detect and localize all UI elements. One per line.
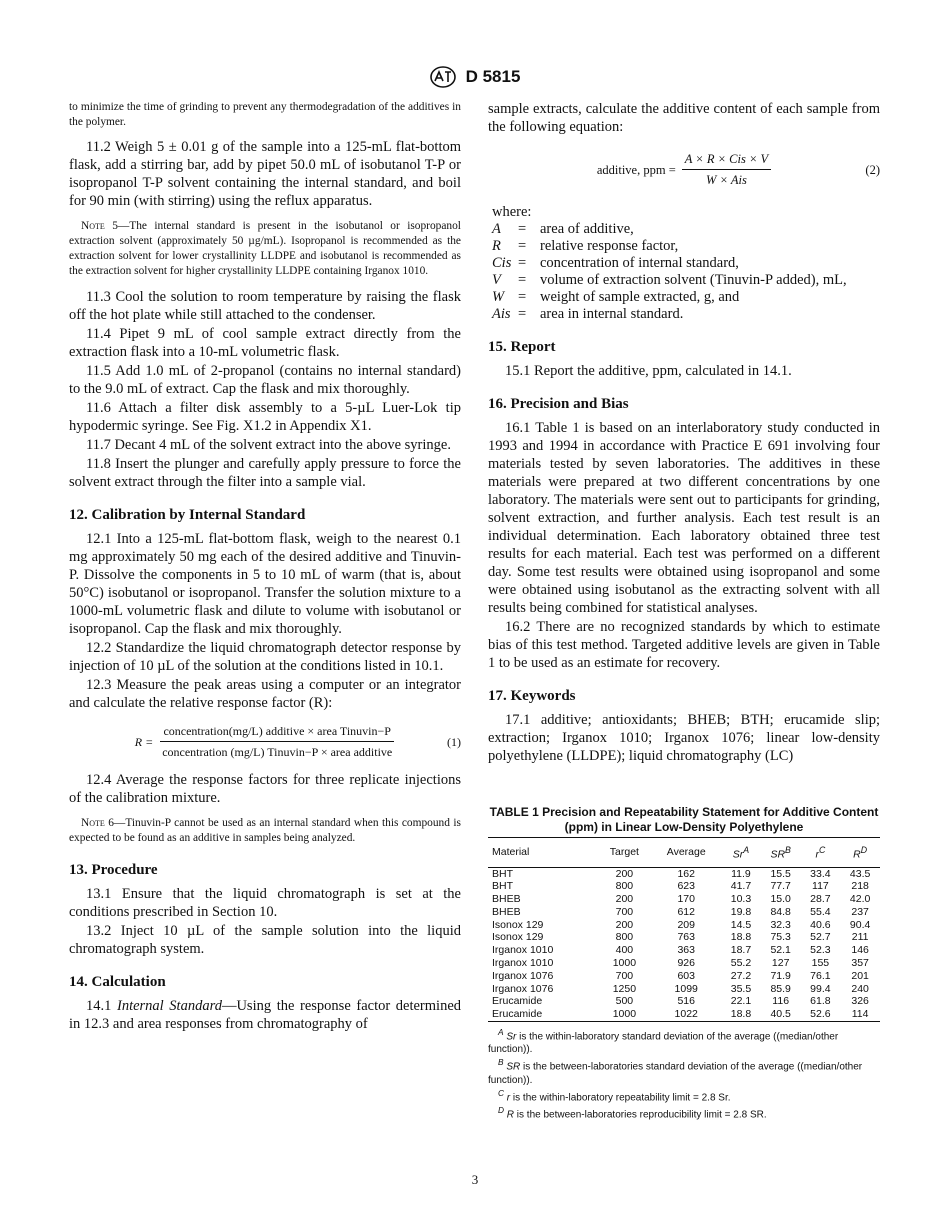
paragraph-11-2: 11.2 Weigh 5 ± 0.01 g of the sample into a 125-mL flat-bottom flask, add a stirring bar, add by pipet 50.0 mL of isobutanol T-P or isopropanol T-P solvent containing the internal standard, and boil for 90 min (with stirring) using the reflux apparatus. — [69, 139, 461, 209]
table-header-cell — [840, 838, 880, 868]
table-cell: 763 — [677, 931, 695, 944]
table-cell: 237 — [851, 905, 869, 918]
table-cell: Erucamide — [492, 1008, 543, 1021]
table-cell: Irganox 1076 — [492, 969, 554, 982]
definition-row — [492, 306, 880, 323]
paragraph-12-2: 12.2 Standardize the liquid chromatograph detector response by injection of 10 µL of the solution at the conditions listed in 10.1. — [69, 640, 461, 674]
astm-logo-icon — [430, 66, 456, 88]
header-label: r — [815, 848, 819, 861]
equation-1-lhs: R = — [134, 734, 154, 749]
table-cell: 1250 — [612, 982, 637, 995]
table-cell: 117 — [812, 880, 829, 893]
table-cell: 1022 — [674, 1008, 698, 1021]
definition-text: volume of extraction solvent (Tinuvin-P added), mL, — [540, 272, 847, 288]
paragraph-11-3: 11.3 Cool the solution to room temperature by raising the flask off the hot plate while still attached to the condenser. — [69, 289, 461, 323]
header-label: Material — [492, 846, 530, 859]
header-label: Target — [609, 846, 639, 859]
table-cell: 170 — [677, 893, 695, 906]
table-cell: 52.3 — [810, 944, 831, 957]
left-column — [69, 100, 461, 1034]
paragraph-16-1: 16.1 Table 1 is based on an interlaboratory study conducted in 1993 and 1994 in accordance with Practice E 691 involving four materials tested by seven laboratories. The additives in these materials were prepared at two different concentrations by one laboratory. The materials were sent out to participants for grinding, solvent extraction, and further analysis. Each test result is an individual determination. Each laboratory obtained three test results for each material. Each test was performed on a different day. Some test results were obtained using isopropanol and some were obtained using isobutanol as the extracting solvent with all results being combined for statistical analyses. — [488, 420, 880, 616]
section-16-heading: 16. Precision and Bias — [488, 396, 629, 412]
definition-row — [492, 289, 880, 306]
table-footnote — [488, 1056, 880, 1086]
footnote-symbol: SR — [506, 1061, 521, 1073]
section-12-heading: 12. Calibration by Internal Standard — [69, 507, 306, 523]
table-footnote — [488, 1104, 880, 1121]
table-cell: 99.4 — [810, 982, 831, 995]
table-row — [488, 983, 880, 996]
table-cell: 75.3 — [770, 931, 791, 944]
table-cell: 40.6 — [810, 918, 831, 931]
section-17-heading: 17. Keywords — [488, 688, 576, 704]
table-cell: 603 — [677, 969, 695, 982]
paragraph-continuation-right: sample extracts, calculate the additive content of each sample from the following equation: — [488, 101, 880, 135]
note-6 — [69, 816, 461, 846]
table-footnote — [488, 1087, 880, 1104]
note-6-text: 6—Tinuvin-P cannot be used as an internal standard when this compound is expected to be found as an additive in samples being analyzed. — [69, 817, 461, 844]
table-header-cell — [801, 838, 841, 868]
table-cell: 926 — [677, 957, 695, 970]
table-cell: 76.1 — [810, 969, 831, 982]
header-label: R — [853, 848, 861, 861]
table-cell: 114 — [851, 1008, 869, 1021]
where-label: where: — [492, 204, 532, 220]
table-cell: Isonox 129 — [492, 931, 544, 944]
table-header-row — [488, 838, 880, 868]
table-cell: 61.8 — [810, 995, 831, 1008]
header-label: Average — [666, 846, 706, 859]
table-cell: 1099 — [674, 982, 698, 995]
table-cell: 357 — [851, 957, 869, 970]
equation-1-number: (1) — [447, 734, 461, 749]
table-footnote — [488, 1026, 880, 1056]
table-cell: 800 — [615, 931, 634, 944]
table-cell: BHEB — [492, 893, 521, 906]
footnote-symbol: r — [506, 1092, 511, 1104]
document-id: D 5815 — [465, 67, 521, 86]
paragraph-15-1: 15.1 Report the additive, ppm, calculated in 14.1. — [505, 363, 792, 379]
header-label: SR — [770, 848, 786, 861]
table-cell: 326 — [851, 995, 869, 1008]
definition-row — [492, 238, 880, 255]
table-cell: 33.4 — [810, 867, 831, 880]
equation-2-fraction — [682, 150, 771, 189]
table-cell: Irganox 1010 — [492, 944, 554, 957]
equation-1-denominator: concentration (mg/L) Tinuvin−P × area additive — [162, 745, 393, 759]
table-cell: 18.7 — [730, 944, 752, 957]
table-cell: Irganox 1076 — [492, 982, 554, 995]
table-body — [488, 867, 880, 1022]
footnote-text: is the between-laboratories reproducibility limit = 2.8 SR. — [514, 1109, 767, 1121]
note-6-label: Note — [81, 817, 105, 829]
table-row — [488, 867, 880, 880]
equation-2-lhs: additive, ppm = — [596, 162, 676, 177]
table-header-cell — [761, 838, 801, 868]
table-cell: 623 — [677, 880, 695, 893]
footnote-symbol: R — [506, 1109, 515, 1121]
paragraph-continuation: to minimize the time of grinding to prevent any thermodegradation of the additives in the polymer. — [69, 101, 461, 128]
paragraph-12-1: 12.1 Into a 125-mL flat-bottom flask, weigh to the nearest 0.1 mg approximately 50 mg each of the desired additive and Tinuvin-P. Dissolve the components in 5 to 10 mL of warm (that is, about 50°C) isobutanol or isopropanol. Transfer the solution mixture to a 1000-mL volumetric flask and dilute to volume with isobutanol or isopropanol. Cap the flask and mix thoroughly. — [69, 531, 461, 637]
table-cell: 32.3 — [770, 918, 791, 931]
definition-symbol: A — [492, 221, 501, 237]
paragraph-11-5: 11.5 Add 1.0 mL of 2-propanol (contains no internal standard) to the 9.0 mL of extract. Cap the flask and mix thoroughly. — [69, 363, 461, 397]
page-header — [0, 66, 950, 88]
footnote-text: is the between-laboratories standard deviation of the average ((median/other function)). — [488, 1061, 863, 1086]
table-cell: 77.7 — [770, 880, 791, 893]
footnote-text: is the within-laboratory standard deviation of the average ((median/other function)). — [488, 1031, 839, 1056]
paragraph-13-1: 13.1 Ensure that the liquid chromatograph is set at the conditions prescribed in Section 10. — [69, 886, 461, 920]
table-cell: 200 — [615, 867, 634, 880]
table-cell: 43.5 — [849, 867, 871, 880]
table-cell: Erucamide — [492, 995, 543, 1008]
table-header-cell — [488, 838, 597, 868]
table-cell: 116 — [772, 995, 790, 1008]
table-cell: 14.5 — [730, 918, 752, 931]
table-cell: 42.0 — [849, 893, 871, 906]
table-cell: 27.2 — [730, 969, 752, 982]
paragraph-11-6: 11.6 Attach a filter disk assembly to a 5-µL Luer-Lok tip hypodermic syringe. See Fig. X1.2 in Appendix X1. — [69, 400, 461, 434]
table-cell: BHT — [492, 867, 513, 880]
page-number: 3 — [471, 1172, 479, 1187]
definition-equals: = — [518, 289, 527, 305]
table-cell: 85.9 — [770, 982, 791, 995]
table-cell: 41.7 — [730, 880, 752, 893]
footnote-text: is the within-laboratory repeatability limit = 2.8 Sr. — [510, 1092, 731, 1104]
table-cell: 19.8 — [730, 905, 752, 918]
variable-definitions — [492, 203, 880, 323]
equation-1-fraction — [159, 722, 395, 761]
footnote-mark: D — [498, 1105, 505, 1116]
table-footnotes — [488, 1026, 880, 1121]
table-cell: 35.5 — [730, 982, 752, 995]
header-footnote-mark: C — [818, 845, 826, 855]
paragraph-12-4: 12.4 Average the response factors for three replicate injections of the calibration mixture. — [69, 772, 461, 806]
definition-text: weight of sample extracted, g, and — [540, 289, 740, 305]
equation-2 — [488, 150, 880, 189]
table-cell: 52.1 — [770, 944, 791, 957]
header-footnote-mark: B — [785, 845, 791, 855]
table-cell: BHEB — [492, 905, 521, 918]
definition-list — [492, 221, 880, 323]
header-footnote-mark: D — [860, 845, 868, 855]
definition-equals: = — [518, 272, 527, 288]
table-cell: 52.6 — [810, 1008, 831, 1021]
table-cell: 127 — [771, 957, 790, 970]
paragraph-13-2: 13.2 Inject 10 µL of the sample solution into the liquid chromatograph system. — [69, 923, 461, 957]
table-cell: 800 — [615, 880, 634, 893]
table-cell: 11.9 — [731, 867, 751, 880]
table-cell: 15.0 — [770, 893, 791, 906]
definition-symbol: W — [492, 289, 505, 305]
right-column — [488, 100, 880, 1121]
definition-row — [492, 255, 880, 272]
table-row — [488, 1008, 880, 1021]
table-row — [488, 880, 880, 893]
section-15-heading: 15. Report — [488, 339, 556, 355]
table-row — [488, 931, 880, 944]
definition-equals: = — [518, 221, 527, 237]
definition-symbol: Cis — [492, 255, 512, 271]
table-cell: 162 — [677, 867, 695, 880]
table-cell: 400 — [615, 944, 634, 957]
table-1-title: TABLE 1 Precision and Repeatability Statement for Additive Content (ppm) in Linear Low-Density Polyethylene — [489, 805, 879, 834]
table-1 — [488, 837, 880, 1022]
definition-text: area of additive, — [540, 221, 634, 237]
table-cell: 55.2 — [730, 957, 752, 970]
section-13-heading: 13. Procedure — [69, 862, 158, 878]
table-cell: 209 — [677, 918, 695, 931]
table-cell: 1000 — [612, 1008, 637, 1021]
table-cell: Irganox 1010 — [492, 957, 554, 970]
paragraph-11-7: 11.7 Decant 4 mL of the solvent extract into the above syringe. — [86, 437, 451, 453]
table-cell: 15.5 — [770, 867, 791, 880]
table-cell: 71.9 — [770, 969, 791, 982]
equation-2-number: (2) — [865, 162, 880, 177]
table-cell: 500 — [615, 995, 634, 1008]
definition-equals: = — [518, 306, 527, 322]
definition-text: relative response factor, — [540, 238, 679, 254]
paragraph-17-1: 17.1 additive; antioxidants; BHEB; BTH; erucamide slip; extraction; Irganox 1010; Irganox 1076; linear low-density polyethylene (LLDPE); liquid chromatography (LC) — [488, 712, 880, 764]
table-row — [488, 893, 880, 906]
table-cell: BHT — [492, 880, 513, 893]
table-cell: 40.5 — [770, 1008, 791, 1021]
paragraph-14-1 — [69, 997, 461, 1033]
note-5-label: Note — [81, 220, 105, 232]
header-footnote-mark: A — [743, 845, 750, 855]
equation-2-denominator: W × Ais — [706, 173, 747, 187]
definition-symbol: Ais — [492, 306, 511, 322]
table-cell: 218 — [851, 880, 869, 893]
paragraph-14-1-title: Internal Standard — [116, 998, 222, 1014]
footnote-mark: C — [498, 1087, 505, 1098]
table-cell: 18.8 — [730, 1008, 752, 1021]
equation-1 — [69, 722, 461, 761]
table-cell: 200 — [615, 918, 634, 931]
table-row — [488, 919, 880, 932]
table-cell: 52.7 — [810, 931, 831, 944]
table-cell: 211 — [851, 931, 869, 944]
table-row — [488, 957, 880, 970]
table-cell: 700 — [615, 905, 634, 918]
definition-text: concentration of internal standard, — [540, 255, 739, 271]
table-cell: 155 — [811, 957, 830, 970]
equation-2-numerator: A × R × Cis × V — [682, 150, 771, 170]
definition-row — [492, 221, 880, 238]
table-header-cell — [597, 838, 651, 868]
note-5-text: 5—The internal standard is present in the isobutanol or isopropanol extraction solvent (approximately 50 µg/mL). Isopropanol is recommended as the extraction solvent for lower crystallinity LLDPE and isobutanol is recommended as the extraction solvent for higher crystallinity LLDPE containing Irganox 1010. — [69, 220, 461, 277]
table-cell: 240 — [851, 982, 869, 995]
table-cell: Isonox 129 — [492, 918, 544, 931]
paragraph-11-8: 11.8 Insert the plunger and carefully apply pressure to force the solvent extract through the filter into a sample vial. — [69, 456, 461, 490]
definition-symbol: R — [492, 238, 501, 254]
section-14-heading: 14. Calculation — [69, 974, 166, 990]
table-cell: 516 — [677, 995, 695, 1008]
table-row — [488, 995, 880, 1008]
table-header-cell — [651, 838, 721, 868]
table-cell: 90.4 — [849, 918, 871, 931]
paragraph-16-2: 16.2 There are no recognized standards by which to estimate bias of this test method. Targeted additive levels are given in Table 1 to be used as an estimate for recovery. — [488, 619, 880, 671]
definition-row — [492, 272, 880, 289]
table-row — [488, 906, 880, 919]
table-cell: 1000 — [612, 957, 637, 970]
table-cell: 28.7 — [810, 893, 831, 906]
table-cell: 55.4 — [810, 905, 831, 918]
definition-text: area in internal standard. — [540, 306, 684, 322]
definition-equals: = — [518, 255, 527, 271]
table-header-cell — [721, 838, 761, 868]
table-cell: 700 — [615, 969, 634, 982]
definition-equals: = — [518, 238, 527, 254]
table-cell: 22.1 — [730, 995, 752, 1008]
table-cell: 84.8 — [770, 905, 791, 918]
table-cell: 201 — [851, 969, 869, 982]
table-cell: 146 — [851, 944, 869, 957]
paragraph-11-4: 11.4 Pipet 9 mL of cool sample extract directly from the extraction flask into a 10-mL volumetric flask. — [69, 326, 461, 360]
table-cell: 18.8 — [730, 931, 752, 944]
table-cell: 363 — [677, 944, 695, 957]
table-row — [488, 944, 880, 957]
note-5 — [69, 219, 461, 279]
definition-symbol: V — [492, 272, 501, 288]
table-cell: 612 — [677, 905, 695, 918]
equation-1-numerator: concentration(mg/L) additive × area Tinuvin−P — [160, 722, 394, 742]
header-label: Sr — [732, 848, 744, 861]
paragraph-14-1-number: 14.1 — [86, 998, 112, 1014]
paragraph-14-1-text: —Using the response factor determined in 12.3 and area responses from chromatography of — [69, 998, 462, 1032]
footnote-mark: A — [498, 1027, 504, 1038]
footnote-symbol: Sr — [506, 1031, 517, 1043]
table-row — [488, 970, 880, 983]
table-cell: 200 — [615, 893, 634, 906]
footnote-mark: B — [498, 1057, 504, 1068]
table-cell: 10.3 — [730, 893, 752, 906]
paragraph-12-3: 12.3 Measure the peak areas using a computer or an integrator and calculate the relative response factor (R): — [69, 677, 461, 711]
